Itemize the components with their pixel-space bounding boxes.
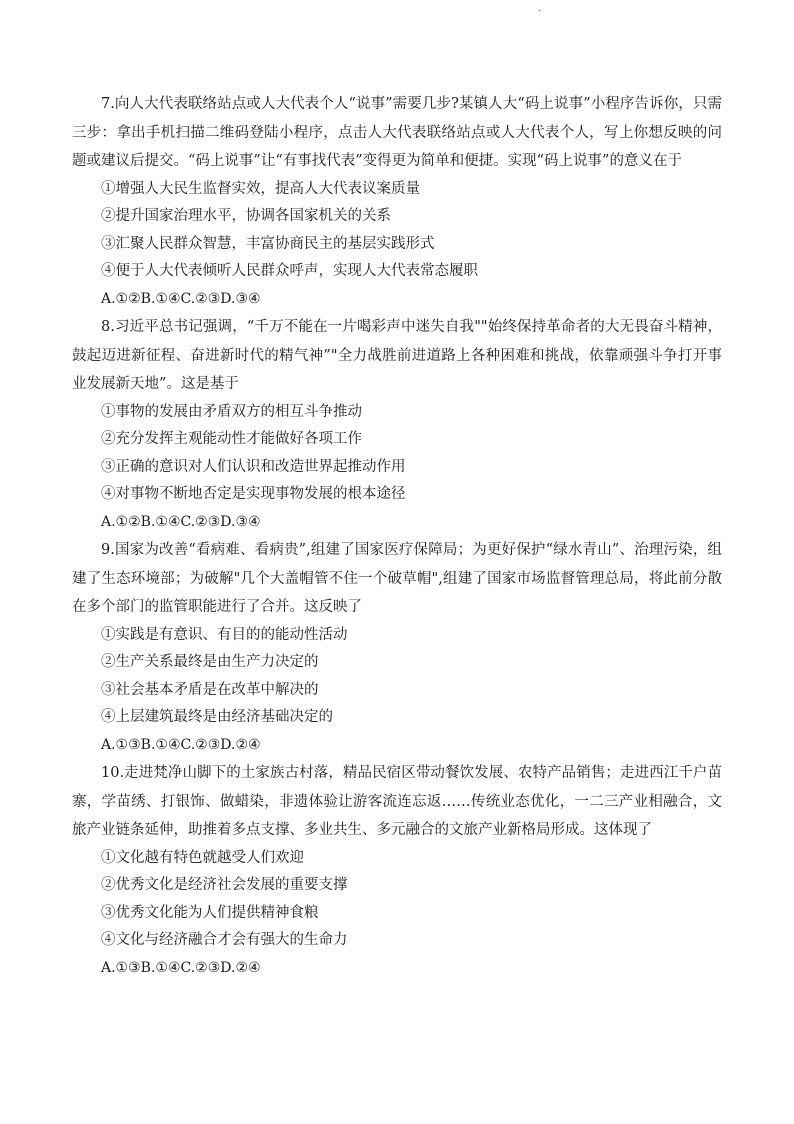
option-4: ④文化与经济融合才会有强大的生命力 <box>101 932 348 948</box>
question-stem: 8.习近平总书记强调，“千万不能在一片喝彩声中迷失自我""始终保持革命者的大无畏奋斗精神，鼓起迈进新征程、奋进新时代的精气神”"全力战胜前进道路上各种困难和挑战，依靠顽强斗争打开事业发展新天地”。这是基于 <box>72 319 722 392</box>
option-1: ①事物的发展由矛盾双方的相互斗争推动 <box>101 403 362 420</box>
question-stem: 10.走进梵净山脚下的土家族古村落，精品民宿区带动餐饮发展、农特产品销售；走进西江千户苗寨，学苗绣、打银饰、做蜡染，非遗体验让游客流连忘返……传统业态优化，一二三产业相融合，文旅产业链条延伸，助推着多点支撑、多业共生、多元融合的文旅产业新格局形成。这体现了 <box>72 765 722 838</box>
question-10 <box>72 759 722 982</box>
option-4: ④便于人大代表倾听人民群众呼声，实现人大代表常态履职 <box>101 263 478 279</box>
option-1: ①文化越有特色就越受人们欢迎 <box>101 849 304 866</box>
question-list <box>72 90 722 982</box>
answer-choices: A.①③B.①④C.②③D.②④ <box>101 959 261 976</box>
answer-choices: A.①②B.①④C.②③D.③④ <box>101 290 261 307</box>
option-2: ②提升国家治理水平，协调各国家机关的关系 <box>101 208 391 224</box>
question-stem: 7.向人大代表联络站点或人大代表个人“说事”需要几步?某镇人大“码上说事”小程序告诉你，只需三步：拿出手机扫描二维码登陆小程序，点击人大代表联络站点或人大代表个人，写上你想反映的问题或建议后提交。“码上说事”让“有事找代表”变得更为简单和便捷。实现“码上说事”的意义在于 <box>72 96 722 169</box>
option-2: ②优秀文化是经济社会发展的重要支撑 <box>101 877 348 893</box>
option-3: ③社会基本矛盾是在改革中解决的 <box>101 681 319 698</box>
question-stem: 9.国家为改善“看病难、看病贵”,组建了国家医疗保障局；为更好保护“绿水青山”、治理污染，组建了生态环境部；为破解"几个大盖帽管不住一个破草帽",组建了国家市场监督管理总局，将此前分散在多个部门的监管职能进行了合并。这反映了 <box>72 542 722 615</box>
option-4: ④对事物不断地否定是实现事物发展的根本途径 <box>101 486 406 502</box>
option-3: ③汇聚人民群众智慧，丰富协商民主的基层实践形式 <box>101 235 435 252</box>
top-mark: . <box>538 4 541 14</box>
option-4: ④上层建筑最终是由经济基础决定的 <box>101 709 333 725</box>
option-2: ②生产关系最终是由生产力决定的 <box>101 654 319 670</box>
option-1: ①实践是有意识、有目的的能动性活动 <box>101 626 348 643</box>
question-9 <box>72 536 722 759</box>
question-7 <box>72 90 722 313</box>
option-1: ①增强人大民生监督实效，提高人大代表议案质量 <box>101 180 420 197</box>
answer-choices: A.①③B.①④C.②③D.②④ <box>101 736 261 753</box>
option-2: ②充分发挥主观能动性才能做好各项工作 <box>101 431 362 447</box>
option-3: ③优秀文化能为人们提供精神食粮 <box>101 904 319 921</box>
question-8 <box>72 313 722 536</box>
option-3: ③正确的意识对人们认识和改造世界起推动作用 <box>101 458 406 475</box>
answer-choices: A.①②B.①④C.②③D.③④ <box>101 513 261 530</box>
